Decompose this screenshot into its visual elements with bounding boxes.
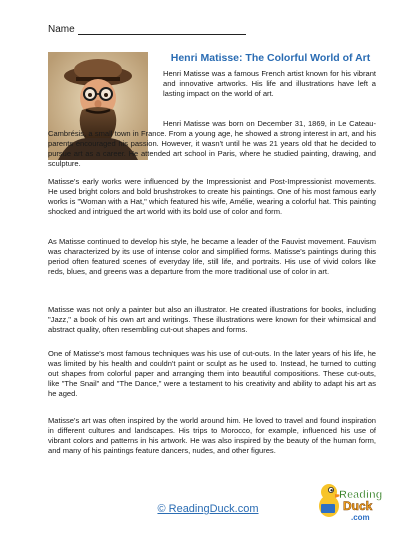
logo-text-com: .com — [351, 513, 370, 522]
name-field-row — [48, 24, 373, 40]
paragraph-4: As Matisse continued to develop his style, he became a leader of the Fauvist movement. Fauvism was characterized by its use of intense color and simplified forms. Matisse's paintings during this period often featured scenes of everyday life, still life, and portraits. His use of vivid colors like reds, blues, and greens was a departure from the more traditional use of color in art. — [48, 237, 376, 277]
readingduck-logo[interactable] — [315, 476, 383, 526]
name-label: Name — [48, 24, 75, 35]
logo-text-duck: Duck — [343, 499, 373, 513]
readingduck-link[interactable]: © ReadingDuck.com — [157, 503, 259, 515]
article-title: Henri Matisse: The Colorful World of Art — [170, 52, 371, 64]
paragraph-7: Matisse's art was often inspired by the world around him. He loved to travel and found inspiration in different cultures and landscapes. His trips to Morocco, for example, influenced his use of vibrant colors and patterns in his artwork. He was also inspired by the beauty of the human form, and many of his paintings feature dancers, nudes, and other figures. — [48, 416, 376, 456]
paragraph-5: Matisse was not only a painter but also an illustrator. He created illustrations for books, including "Jazz," a book of his own art and writings. These illustrations were known for their whimsical and abstract quality, often resembling cut-out shapes and forms. — [48, 305, 376, 335]
paragraph-3: Matisse's early works were influenced by the Impressionist and Post-Impressionist movements. He used bright colors and bold brushstrokes to create his paintings. One of his most famous early works is "Woman with a Hat," which featured his wife, Amélie, wearing a colorful hat. This painting shocked and intrigued the art world with its bold use of color and form. — [48, 177, 376, 217]
paragraph-6: One of Matisse's most famous techniques was his use of cut-outs. In the later years of his life, he was limited by his health and couldn't paint or sculpt as he used to. Instead, he turned to cutting out shapes from colorful paper and arranging them into beautiful compositions. These cut-outs, like "The Snail" and "The Dance," were a testament to his creativity and ability to adapt his art as he aged. — [48, 349, 376, 399]
logo-text-reading: Reading — [339, 489, 383, 501]
paragraph-2-text: Henri Matisse was born on December 31, 1869, in Le Cateau-Cambrésis, a small town in France. From a young age, he showed a strong interest in art, and his parents encouraged his passion. However, it wasn't until he was 21 years old that he decided to pursue art as a career. He attended art school in Paris, where he studied painting, drawing, and sculpture. — [48, 119, 376, 169]
name-line[interactable] — [78, 34, 246, 35]
paragraph-1: Henri Matisse was a famous French artist known for his vibrant and innovative artworks. His life and illustrations have left a lasting impact on the world of art. — [163, 69, 376, 99]
